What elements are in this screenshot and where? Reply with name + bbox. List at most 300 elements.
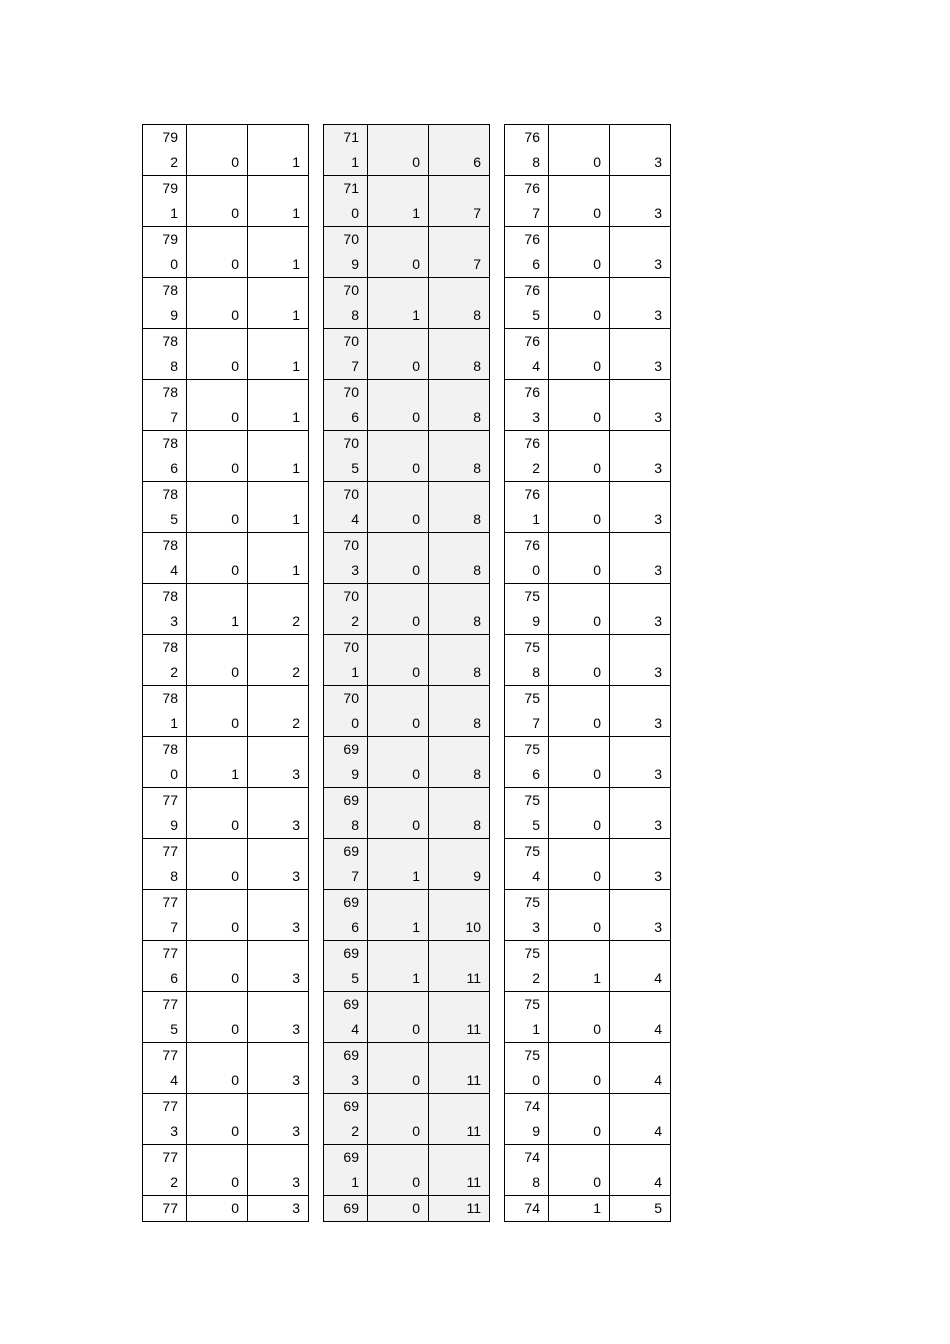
cumulative-cell-text: 7 [473, 256, 481, 272]
value-cell [143, 839, 187, 890]
value-text-line1: 74 [524, 1098, 540, 1114]
table-row [143, 584, 309, 635]
table-row [324, 431, 490, 482]
cumulative-cell-text: 11 [466, 1174, 481, 1190]
table-row [143, 227, 309, 278]
value-text-line2: 4 [532, 868, 540, 884]
table-row [505, 941, 671, 992]
cumulative-cell [248, 329, 309, 380]
cumulative-cell [248, 227, 309, 278]
table-row [324, 380, 490, 431]
count-cell-text: 1 [593, 970, 601, 986]
count-cell [187, 176, 248, 227]
value-text [505, 584, 548, 634]
cumulative-cell [429, 176, 490, 227]
value-text [505, 125, 548, 175]
cumulative-cell [610, 329, 671, 380]
value-text-line1: 69 [343, 945, 359, 961]
cumulative-cell-text: 6 [473, 154, 481, 170]
value-text-line2: 0 [351, 205, 359, 221]
value-cell [324, 125, 368, 176]
value-text [143, 125, 186, 175]
value-text-line2: 1 [351, 664, 359, 680]
cumulative-cell-text: 3 [654, 919, 662, 935]
cumulative-cell [610, 635, 671, 686]
count-cell [187, 482, 248, 533]
cumulative-cell-text: 3 [654, 256, 662, 272]
count-cell [368, 686, 429, 737]
value-text-line2: 4 [170, 1072, 178, 1088]
value-text-line1: 78 [162, 741, 178, 757]
value-text [143, 431, 186, 481]
count-cell-text: 0 [593, 409, 601, 425]
count-cell [549, 329, 610, 380]
value-cell [505, 278, 549, 329]
count-cell [368, 992, 429, 1043]
value-text-line2: 3 [351, 562, 359, 578]
value-cell [505, 635, 549, 686]
value-text-line1: 70 [343, 384, 359, 400]
value-cell [324, 278, 368, 329]
value-text-line2: 6 [170, 460, 178, 476]
value-cell [324, 329, 368, 380]
value-text [143, 941, 186, 991]
value-text [324, 533, 367, 583]
count-cell [549, 839, 610, 890]
value-text-line2: 7 [351, 868, 359, 884]
value-cell [324, 839, 368, 890]
count-cell [368, 227, 429, 278]
value-text-line2: 8 [351, 307, 359, 323]
count-cell [549, 890, 610, 941]
cumulative-cell-text: 11 [466, 1021, 481, 1037]
table-row [143, 992, 309, 1043]
count-cell [187, 788, 248, 839]
value-cell [143, 992, 187, 1043]
cumulative-cell [610, 380, 671, 431]
count-cell [368, 482, 429, 533]
cumulative-cell-text: 3 [654, 817, 662, 833]
value-text-line1: 69 [343, 741, 359, 757]
cumulative-cell [248, 890, 309, 941]
count-cell [187, 839, 248, 890]
value-text-line2: 3 [532, 409, 540, 425]
value-text-line1: 78 [162, 639, 178, 655]
value-text-line1: 76 [524, 537, 540, 553]
count-cell-text: 0 [231, 205, 239, 221]
cumulative-cell-text: 1 [292, 256, 300, 272]
count-cell [187, 1043, 248, 1094]
table-row [505, 278, 671, 329]
value-cell [505, 584, 549, 635]
cumulative-cell [429, 227, 490, 278]
value-text-line1: 76 [524, 486, 540, 502]
count-cell-text: 0 [231, 868, 239, 884]
value-text [505, 890, 548, 940]
value-text-line2: 4 [351, 511, 359, 527]
value-cell [143, 686, 187, 737]
table-row [143, 431, 309, 482]
cumulative-cell-text: 2 [292, 613, 300, 629]
count-cell [187, 329, 248, 380]
value-text [324, 584, 367, 634]
value-text-line2: 6 [532, 256, 540, 272]
value-text [143, 533, 186, 583]
count-cell [549, 533, 610, 584]
cumulative-cell-text: 3 [654, 511, 662, 527]
cumulative-cell-text: 3 [292, 1174, 300, 1190]
count-cell-text: 0 [412, 1021, 420, 1037]
cumulative-cell-text: 3 [654, 409, 662, 425]
cumulative-cell-text: 3 [654, 664, 662, 680]
table-row [324, 533, 490, 584]
cumulative-cell [248, 839, 309, 890]
cumulative-cell-text: 3 [292, 1021, 300, 1037]
count-cell-text: 0 [412, 154, 420, 170]
value-text [505, 176, 548, 226]
value-text-line2: 2 [170, 154, 178, 170]
count-cell-text: 0 [231, 715, 239, 731]
cumulative-cell [248, 482, 309, 533]
value-text-line2: 0 [532, 1072, 540, 1088]
count-cell-text: 0 [231, 460, 239, 476]
cumulative-cell-text: 1 [292, 460, 300, 476]
value-cell [324, 176, 368, 227]
cumulative-cell [248, 1043, 309, 1094]
cumulative-cell [610, 125, 671, 176]
cumulative-cell-text: 8 [473, 307, 481, 323]
table-row [505, 839, 671, 890]
value-text-line1: 79 [162, 129, 178, 145]
value-text-line1: 75 [524, 894, 540, 910]
cumulative-cell [429, 533, 490, 584]
table-row [505, 125, 671, 176]
cumulative-cell [429, 788, 490, 839]
value-cell [324, 482, 368, 533]
cumulative-cell [610, 890, 671, 941]
value-text [505, 686, 548, 736]
cumulative-cell-text: 4 [654, 970, 662, 986]
table-row [324, 788, 490, 839]
count-cell [187, 1145, 248, 1196]
count-cell-text: 0 [231, 970, 239, 986]
value-text [505, 533, 548, 583]
cumulative-cell [429, 1196, 490, 1222]
count-cell-text: 0 [231, 817, 239, 833]
table-row [324, 1196, 490, 1222]
value-cell [505, 737, 549, 788]
value-text-line1: 70 [343, 486, 359, 502]
value-cell [143, 278, 187, 329]
value-text-line1: 76 [524, 180, 540, 196]
value-text-line1: 78 [162, 486, 178, 502]
table-row [143, 839, 309, 890]
cumulative-cell-text: 1 [292, 205, 300, 221]
count-cell-text: 0 [412, 562, 420, 578]
cumulative-cell [610, 584, 671, 635]
cumulative-cell [429, 482, 490, 533]
value-cell [324, 941, 368, 992]
cumulative-cell [610, 278, 671, 329]
cumulative-cell-text: 9 [473, 868, 481, 884]
cumulative-cell-text: 3 [654, 307, 662, 323]
table-row [324, 482, 490, 533]
value-text-line1: 78 [162, 333, 178, 349]
count-cell-text: 0 [593, 460, 601, 476]
count-cell-text: 0 [231, 562, 239, 578]
table-row [143, 533, 309, 584]
count-cell [368, 1196, 429, 1222]
value-text-line2: 2 [532, 970, 540, 986]
table-row [505, 227, 671, 278]
count-cell [549, 737, 610, 788]
cumulative-cell-text: 3 [292, 919, 300, 935]
value-cell [505, 1196, 549, 1222]
value-cell [143, 482, 187, 533]
table-row [324, 737, 490, 788]
value-text [324, 686, 367, 736]
cumulative-cell-text: 10 [465, 919, 481, 935]
value-text [505, 278, 548, 328]
value-text-line1: 70 [343, 690, 359, 706]
table-row [324, 839, 490, 890]
value-cell [143, 635, 187, 686]
table-row [505, 890, 671, 941]
table-row [324, 278, 490, 329]
value-text-line2: 9 [351, 256, 359, 272]
value-text-line1: 70 [343, 282, 359, 298]
cumulative-cell-text: 1 [292, 511, 300, 527]
count-cell [549, 482, 610, 533]
cumulative-cell [429, 329, 490, 380]
value-text-line1: 77 [162, 996, 178, 1012]
cumulative-cell-text: 4 [654, 1021, 662, 1037]
table-row [505, 992, 671, 1043]
count-cell-text: 0 [412, 613, 420, 629]
cumulative-cell [610, 227, 671, 278]
value-text-line1: 76 [524, 435, 540, 451]
table-row [505, 482, 671, 533]
value-cell [143, 1043, 187, 1094]
cumulative-cell [248, 380, 309, 431]
count-cell [549, 431, 610, 482]
value-text-line2: 1 [351, 1174, 359, 1190]
table-row [143, 941, 309, 992]
value-text-line1: 75 [524, 588, 540, 604]
value-cell [324, 635, 368, 686]
value-text [143, 686, 186, 736]
cumulative-cell-text: 11 [466, 1123, 481, 1139]
value-text [143, 788, 186, 838]
table-row [143, 482, 309, 533]
count-cell-text: 0 [412, 664, 420, 680]
cumulative-cell-text: 3 [654, 766, 662, 782]
value-text-line1: 75 [524, 843, 540, 859]
count-cell [368, 176, 429, 227]
value-cell [505, 839, 549, 890]
value-text-line2: 8 [170, 868, 178, 884]
cumulative-cell [610, 1145, 671, 1196]
value-text-line1: 78 [162, 588, 178, 604]
value-cell [505, 125, 549, 176]
table-row [324, 227, 490, 278]
count-cell [368, 1094, 429, 1145]
count-cell-text: 0 [231, 154, 239, 170]
table-row [324, 686, 490, 737]
cumulative-cell [610, 1094, 671, 1145]
value-text-line2: 7 [532, 715, 540, 731]
value-text-line2: 5 [170, 511, 178, 527]
value-text-line2: 7 [351, 358, 359, 374]
cumulative-cell [248, 686, 309, 737]
value-text-line1: 75 [524, 741, 540, 757]
value-cell [505, 1145, 549, 1196]
cumulative-cell-text: 3 [292, 817, 300, 833]
value-text-line1: 75 [524, 945, 540, 961]
count-cell-text: 0 [412, 409, 420, 425]
count-cell-text: 0 [593, 256, 601, 272]
table-row [324, 890, 490, 941]
cumulative-cell-text: 4 [654, 1174, 662, 1190]
count-cell-text: 0 [412, 766, 420, 782]
count-cell-text: 0 [231, 409, 239, 425]
value-text-line2: 5 [170, 1021, 178, 1037]
value-text-line1: 78 [162, 435, 178, 451]
table-row [143, 329, 309, 380]
data-table-left [142, 124, 309, 1222]
value-text-line2: 7 [170, 409, 178, 425]
cumulative-cell [248, 431, 309, 482]
cumulative-cell-text: 1 [292, 154, 300, 170]
value-text-line1: 77 [162, 1047, 178, 1063]
cumulative-cell [610, 737, 671, 788]
cumulative-cell-text: 1 [292, 562, 300, 578]
count-cell [368, 839, 429, 890]
value-cell [143, 227, 187, 278]
count-cell-text: 0 [412, 715, 420, 731]
value-text-line2: 8 [351, 817, 359, 833]
value-text [143, 992, 186, 1042]
value-text [505, 431, 548, 481]
count-cell-text: 0 [231, 1123, 239, 1139]
count-cell-text: 0 [231, 358, 239, 374]
count-cell [549, 788, 610, 839]
value-text [324, 125, 367, 175]
value-text-line1: 70 [343, 639, 359, 655]
cumulative-cell [610, 941, 671, 992]
value-text [143, 1094, 186, 1144]
value-text [324, 431, 367, 481]
value-text-line2: 5 [351, 970, 359, 986]
cumulative-cell-text: 8 [473, 817, 481, 833]
value-text-line2: 1 [532, 511, 540, 527]
count-cell-text: 0 [412, 256, 420, 272]
table-row [324, 176, 490, 227]
cumulative-cell-text: 8 [473, 664, 481, 680]
count-cell [549, 1145, 610, 1196]
value-text [505, 329, 548, 379]
value-text-line2: 6 [170, 970, 178, 986]
value-text [324, 482, 367, 532]
count-cell-text: 0 [412, 1174, 420, 1190]
count-cell [549, 227, 610, 278]
value-cell [324, 584, 368, 635]
cumulative-cell-text: 3 [654, 358, 662, 374]
value-text [505, 1196, 548, 1221]
cumulative-cell [248, 635, 309, 686]
cumulative-cell [610, 533, 671, 584]
cumulative-cell-text: 3 [654, 715, 662, 731]
value-text-line1: 77 [162, 843, 178, 859]
count-cell [549, 635, 610, 686]
value-text [324, 635, 367, 685]
cumulative-cell-text: 4 [654, 1123, 662, 1139]
cumulative-cell-text: 11 [466, 1200, 481, 1216]
value-text-line2: 2 [351, 1123, 359, 1139]
count-cell [368, 431, 429, 482]
table-row [505, 329, 671, 380]
value-text-line1: 74 [524, 1200, 540, 1216]
value-cell [143, 329, 187, 380]
count-cell-text: 0 [593, 1072, 601, 1088]
value-text-line2: 0 [351, 715, 359, 731]
cumulative-cell-text: 7 [473, 205, 481, 221]
table-row [143, 788, 309, 839]
value-text [143, 227, 186, 277]
cumulative-cell-text: 3 [292, 1072, 300, 1088]
cumulative-cell [429, 992, 490, 1043]
value-text-line1: 69 [343, 996, 359, 1012]
count-cell-text: 0 [593, 1123, 601, 1139]
value-text-line2: 2 [170, 664, 178, 680]
count-cell [187, 227, 248, 278]
cumulative-cell-text: 3 [654, 868, 662, 884]
value-text-line1: 77 [162, 1200, 178, 1216]
value-text-line1: 77 [162, 894, 178, 910]
table-row [505, 1043, 671, 1094]
count-cell [368, 533, 429, 584]
table-row [324, 992, 490, 1043]
value-text-line2: 1 [532, 1021, 540, 1037]
value-text [143, 635, 186, 685]
value-text-line1: 75 [524, 792, 540, 808]
value-text-line1: 74 [524, 1149, 540, 1165]
value-cell [143, 176, 187, 227]
count-cell-text: 0 [231, 1021, 239, 1037]
value-text [143, 1196, 186, 1221]
cumulative-cell [248, 992, 309, 1043]
value-cell [324, 686, 368, 737]
value-text [324, 329, 367, 379]
value-text-line1: 71 [343, 129, 359, 145]
value-text [143, 482, 186, 532]
table-row [143, 125, 309, 176]
cumulative-cell-text: 5 [654, 1200, 662, 1216]
value-text [324, 1145, 367, 1195]
value-text [143, 380, 186, 430]
cumulative-cell-text: 8 [473, 613, 481, 629]
count-cell-text: 0 [412, 511, 420, 527]
count-cell-text: 0 [593, 664, 601, 680]
count-cell-text: 1 [412, 919, 420, 935]
value-cell [143, 431, 187, 482]
cumulative-cell [610, 788, 671, 839]
value-text-line1: 77 [162, 1098, 178, 1114]
value-text-line1: 70 [343, 333, 359, 349]
cumulative-cell [610, 176, 671, 227]
count-cell [368, 737, 429, 788]
cumulative-cell-text: 2 [292, 715, 300, 731]
